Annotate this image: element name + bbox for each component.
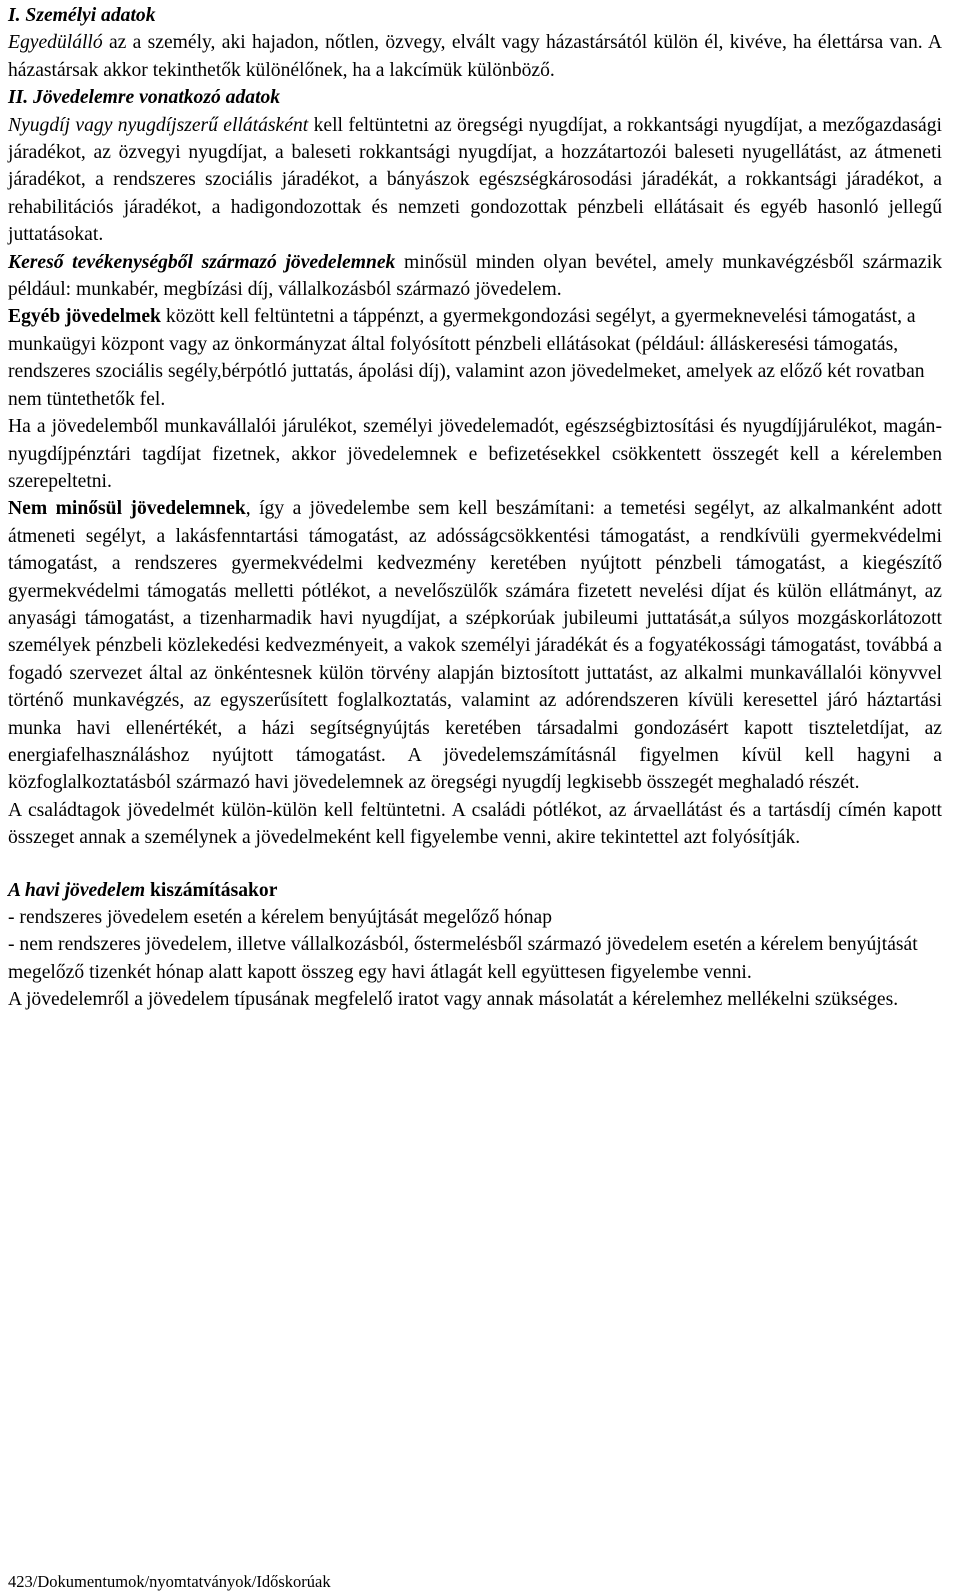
definition-text: az a személy, aki hajadon, nőtlen, özvegy, elvált vagy házastársától külön él, kivéve, ha élettársa van. A házastársak akkor tekinthetők különélőnek, ha a lakcímük különböző. — [8, 32, 942, 81]
term-monthly-income: A havi jövedelem — [8, 879, 146, 901]
paragraph-earned-income — [8, 249, 942, 304]
paragraph-other-income — [8, 303, 942, 413]
paragraph-pension — [8, 112, 942, 249]
paragraph-attachment-note: A jövedelemről a jövedelem típusának megfelelő iratot vagy annak másolatát a kérelemhez mellékelni szükséges. — [8, 989, 899, 1011]
pension-text: kell feltüntetni az öregségi nyugdíjat, a rokkantsági nyugdíjat, a mezőgazdasági járadékot, az özvegyi nyugdíjat, a baleseti rokkantsági nyugdíjat, a hozzátartozói baleseti nyugellátást, az átmeneti járadékot, a rendszeres szociális járadékot, a bányászok egészségkárosodási járadékát, a rokkantsági járadékot, a rehabilitációs járadékot, a hadigondozottak és nemzeti gondozottak pénzbeli ellátásait és egyéb hasonló jellegű juttatásokat. — [8, 114, 942, 246]
term-pension: Nyugdíj vagy nyugdíjszerű ellátásként — [8, 114, 309, 136]
section-heading-personal: I. Személyi adatok — [8, 5, 156, 26]
term-single-person: Egyedülálló — [8, 32, 103, 54]
other-income-text: között kell feltüntetni a táppénzt, a gyermekgondozási segélyt, a gyermeknevelési támogatást, a munkaügyi központ vagy az önkormányzat által folyósított pénzbeli ellátásokat (például: álláskeresési támogatás, rendszeres szociális segély,bérpótló juttatás, ápolási díj), valamint azon jövedelmeket, amelyek az előző két rovatban nem tüntethetők fel. — [8, 306, 925, 410]
list-item-regular-income: - rendszeres jövedelem esetén a kérelem benyújtását megelőző hónap — [8, 907, 553, 928]
term-other-income: Egyéb jövedelmek — [8, 306, 161, 328]
document-body — [8, 2, 942, 1014]
paragraph-family-members: A családtagok jövedelmét külön-külön kell feltüntetni. A családi pótlékot, az árvaellátást és a tartásdíj címén kapott összeget annak a személynek a jövedelmeként kell figyelembe venni, akire tekintettel azt folyósítják. — [8, 799, 942, 849]
section-heading-income: II. Jövedelemre vonatkozó adatok — [8, 87, 281, 109]
term-earned-income: Kereső tevékenységből származó jövedelemnek — [8, 251, 396, 273]
heading-suffix: kiszámításakor — [145, 879, 278, 901]
paragraph-deductions: Ha a jövedelemből munkavállalói járulékot, személyi jövedelemadót, egészségbiztosítási és nyugdíjjárulékot, magán-nyugdíjpénztári tagdíjat fizetnek, akkor jövedelemnek e befizetésekkel csökkentett összegét kell a kérelemben szerepeltetni. — [8, 416, 942, 492]
term-not-income: Nem minősül jövedelemnek — [8, 498, 246, 520]
section-heading-monthly-income — [8, 877, 942, 904]
list-item-irregular-income: - nem rendszeres jövedelem, illetve vállalkozásból, őstermelésből származó jövedelem esetén a kérelem benyújtását megelőző tizenkét hónap alatt kapott összeg egy havi átlagát kell együttesen figyelembe venni. — [8, 934, 918, 983]
paragraph-single-person — [8, 29, 942, 84]
footer-path: 423/Dokumentumok/nyomtatványok/Időskorúak — [8, 1572, 331, 1591]
not-income-text: , így a jövedelembe sem kell beszámítani: a temetési segélyt, az alkalmanként adott átmeneti segélyt, a lakásfenntartási támogatást, az adósságcsökkentési támogatást, a rendkívüli gyermekvédelmi támogatást, a rendszeres gyermekvédelmi kedvezmény keretében nyújtott pénzbeli támogatást, a kiegészítő gyermekvédelmi támogatás melletti pótlékot, a nevelőszülők számára fizetett nevelési díjat és külön ellátmányt, az anyasági támogatást, a tizenharmadik havi nyugdíjat, a szépkorúak jubileumi juttatását,a súlyos mozgáskorlátozott személyek pénzbeli közlekedési kedvezményeit, a vakok személyi járadékát és a fogyatékossági támogatást, továbbá a fogadó szervezet által az önkéntesnek külön törvény alapján biztosított juttatást, az alkalmi munkavállalói könyvvel történő munkavégzés, az egyszerűsített foglalkoztatás, valamint az adórendszeren kívüli keresettel járó háztartási munka havi ellenértékét, a házi segítségnyújtás keretében társadalmi gondozásért kapott tiszteletdíjat, az energiafelhasználáshoz nyújtott támogatást. A jövedelemszámításnál figyelmen kívül kell hagyni a közfoglalkoztatásból származó havi jövedelemnek az öregségi nyugdíj legkisebb összegét meghaladó részét. — [8, 498, 942, 794]
earned-income-text: minősül minden olyan bevétel, amely munkavégzésből származik például: munkabér, megbízási díj, vállalkozásból származó jövedelem. — [8, 251, 942, 301]
paragraph-not-income — [8, 495, 942, 796]
